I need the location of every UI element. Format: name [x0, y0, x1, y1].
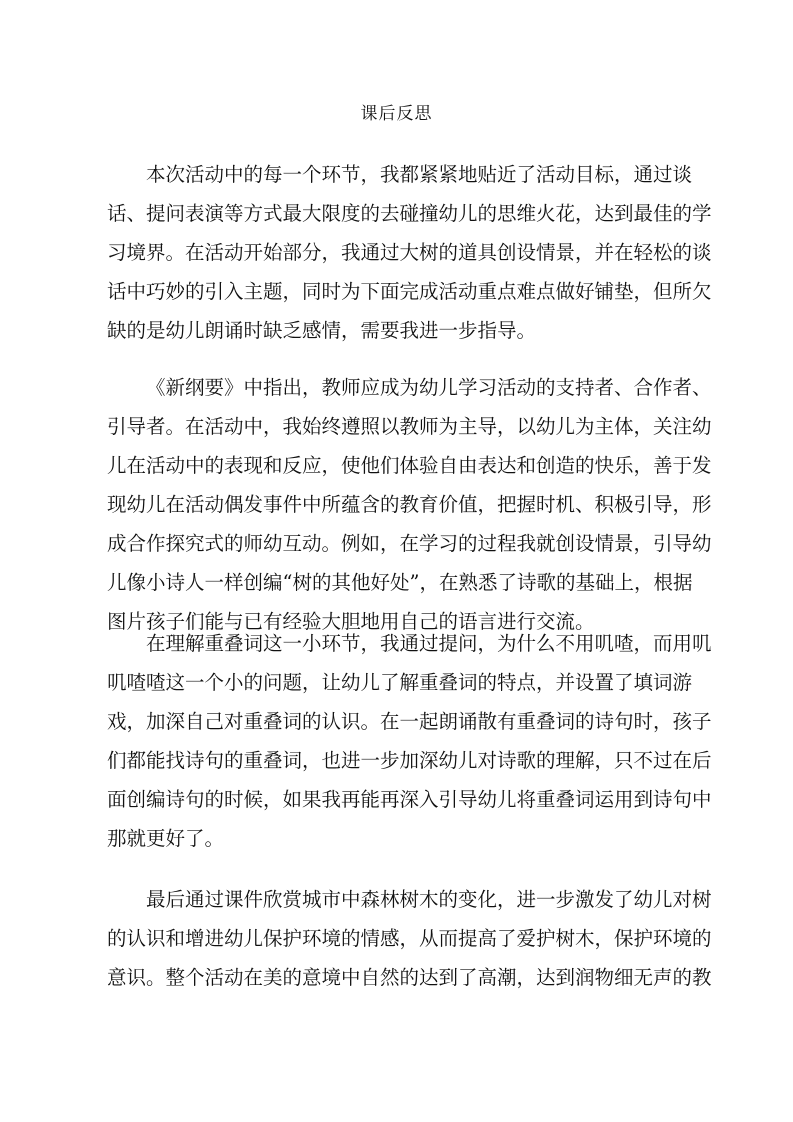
paragraph-line: 意识。整个活动在美的意境中自然的达到了高潮，达到润物细无声的教 — [107, 966, 712, 989]
paragraph-1 — [107, 155, 712, 350]
paragraph-line: 那就更好了。 — [107, 827, 225, 850]
paragraph-line: 话、提问表演等方式最大限度的去碰撞幼儿的思维火花，达到最佳的学 — [107, 202, 712, 225]
paragraph-line: 本次活动中的每一个环节，我都紧紧地贴近了活动目标，通过谈 — [146, 163, 693, 186]
paragraph-line: 们都能找诗句的重叠词，也进一步加深幼儿对诗歌的理解，只不过在后 — [107, 749, 712, 772]
paragraph-line: 话中巧妙的引入主题，同时为下面完成活动重点难点做好铺垫，但所欠 — [107, 280, 712, 303]
page-title: 课后反思 — [360, 104, 433, 124]
paragraph-line: 在理解重叠词这一小环节，我通过提问，为什么不用叽喳，而用叽 — [146, 632, 712, 655]
paragraph-line: 《新纲要》中指出，教师应成为幼儿学习活动的支持者、合作者、 — [146, 376, 712, 399]
paragraph-line: 图片孩子们能与已有经验大胆地用自己的语言进行交流。 — [107, 610, 595, 633]
paragraph-line: 儿在活动中的表现和反应，使他们体验自由表达和创造的快乐，善于发 — [107, 454, 712, 477]
paragraph-line: 面创编诗句的时候，如果我再能再深入引导幼儿将重叠词运用到诗句中 — [107, 788, 712, 811]
paragraph-line: 现幼儿在活动偶发事件中所蕴含的教育价值，把握时机、积极引导，形 — [107, 493, 712, 516]
paragraph-line: 最后通过课件欣赏城市中森林树木的变化，进一步激发了幼儿对树 — [146, 888, 712, 911]
paragraph-line: 成合作探究式的师幼互动。例如，在学习的过程我就创设情景，引导幼 — [107, 532, 712, 555]
paragraph-3 — [107, 624, 712, 858]
paragraph-line: 叽喳喳这一个小的问题，让幼儿了解重叠词的特点，并设置了填词游 — [107, 671, 693, 694]
paragraph-line: 儿像小诗人一样创编“树的其他好处”，在熟悉了诗歌的基础上，根据 — [107, 571, 693, 594]
paragraph-line: 缺的是幼儿朗诵时缺乏感情，需要我进一步指导。 — [107, 319, 537, 342]
paragraph-2 — [107, 368, 712, 641]
paragraph-line: 习境界。在活动开始部分，我通过大树的道具创设情景，并在轻松的谈 — [107, 241, 712, 264]
paragraph-line: 引导者。在活动中，我始终遵照以教师为主导，以幼儿为主体，关注幼 — [107, 415, 712, 438]
paragraph-line: 的认识和增进幼儿保护环境的情感，从而提高了爱护树木，保护环境的 — [107, 927, 712, 950]
paragraph-4 — [107, 880, 712, 997]
paragraph-line: 戏，加深自己对重叠词的认识。在一起朗诵散有重叠词的诗句时，孩子 — [107, 710, 712, 733]
